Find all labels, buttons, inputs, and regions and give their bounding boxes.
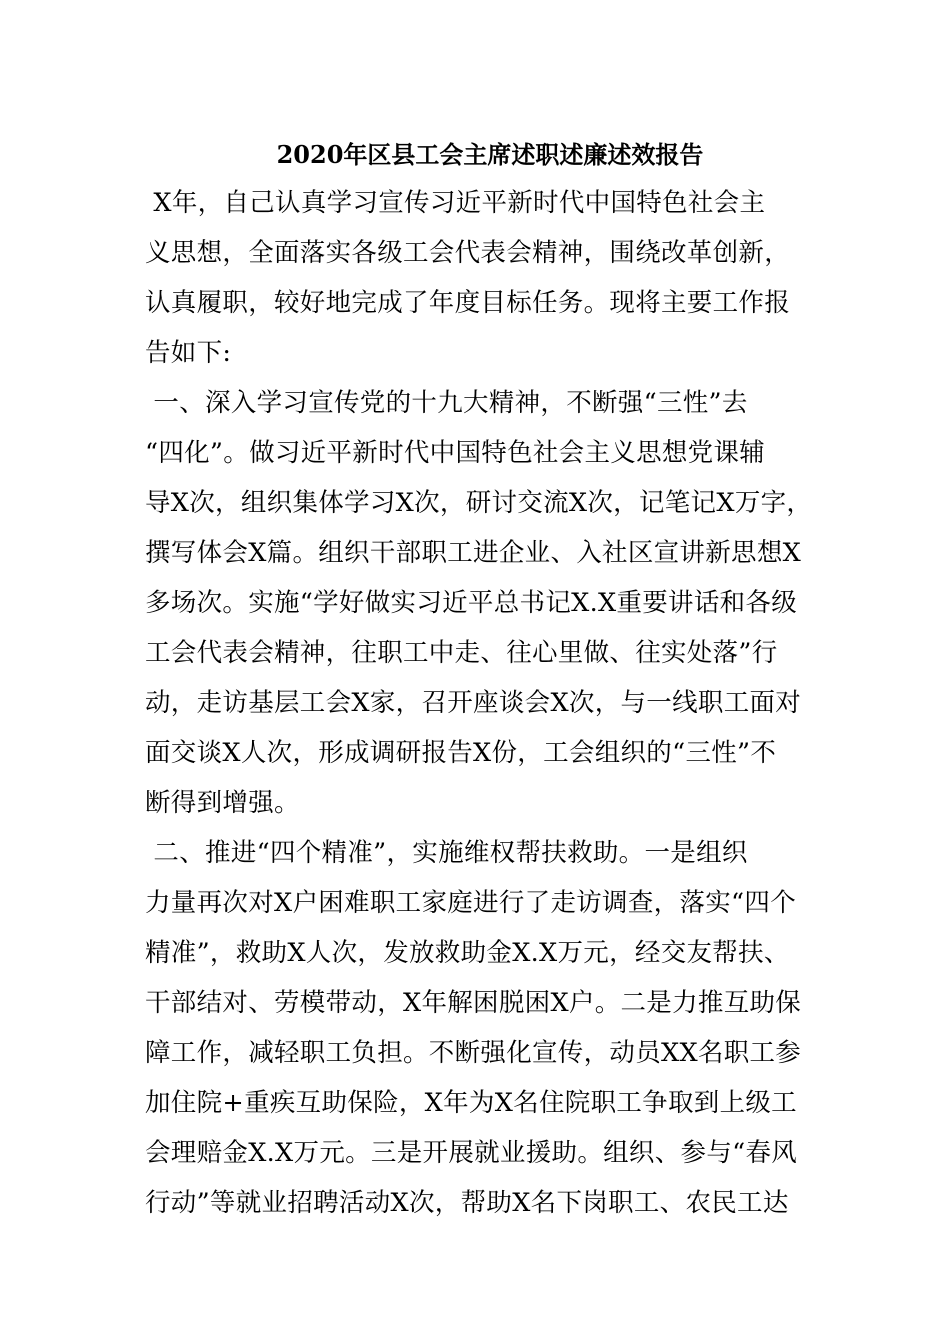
paragraph-line: 告如下: — [145, 338, 232, 368]
paragraph-line: 二、推进“四个精准”，实施维权帮扶救助。一是组织 — [145, 838, 748, 868]
paragraph-line: 加住院+重疾互助保险，X年为X名住院职工争取到上级工 — [145, 1088, 797, 1118]
paragraph-line: X年，自己认真学习宣传习近平新时代中国特色社会主 — [145, 188, 766, 218]
paragraph-line: 精准”，救助X人次，发放救助金X.X万元，经交友帮扶、 — [145, 938, 790, 968]
paragraph-line: 义思想，全面落实各级工会代表会精神，围绕改革创新， — [145, 238, 791, 268]
paragraph-line: 会理赔金X.X万元。三是开展就业援助。组织、参与“春风 — [145, 1138, 798, 1168]
paragraph-line: 动，走访基层工会X家，召开座谈会X次，与一线职工面对 — [145, 688, 802, 718]
document-title: 2020年区县工会主席述职述廉述效报告 — [276, 140, 704, 169]
paragraph-line: 导X次，组织集体学习X次，研讨交流X次，记笔记X万字， — [145, 488, 813, 518]
paragraph-line: 撰写体会X篇。组织干部职工进企业、入社区宣讲新思想X — [145, 538, 802, 568]
paragraph-line: 多场次。实施“学好做实习近平总书记X.X重要讲话和各级 — [145, 588, 798, 618]
paragraph-line: 行动”等就业招聘活动X次，帮助X名下岗职工、农民工达 — [145, 1188, 789, 1218]
paragraph-line: 一、深入学习宣传党的十九大精神，不断强“三性”去 — [145, 388, 748, 418]
paragraph-line: 工会代表会精神，往职工中走、往心里做、往实处落”行 — [145, 638, 778, 668]
paragraph-line: 力量再次对X户困难职工家庭进行了走访调查，落实“四个 — [145, 888, 796, 918]
paragraph-line: 障工作，减轻职工负担。不断强化宣传，动员XX名职工参 — [145, 1038, 802, 1068]
paragraph-line: 干部结对、劳模带动，X年解困脱困X户。二是力推互助保 — [145, 988, 802, 1018]
paragraph-line: 断得到增强。 — [145, 788, 300, 818]
paragraph-line: 认真履职，较好地完成了年度目标任务。现将主要工作报 — [145, 288, 791, 318]
paragraph-line: 面交谈X人次，形成调研报告X份，工会组织的“三性”不 — [145, 738, 777, 768]
paragraph-line: “四化”。做习近平新时代中国特色社会主义思想党课辅 — [145, 438, 766, 468]
